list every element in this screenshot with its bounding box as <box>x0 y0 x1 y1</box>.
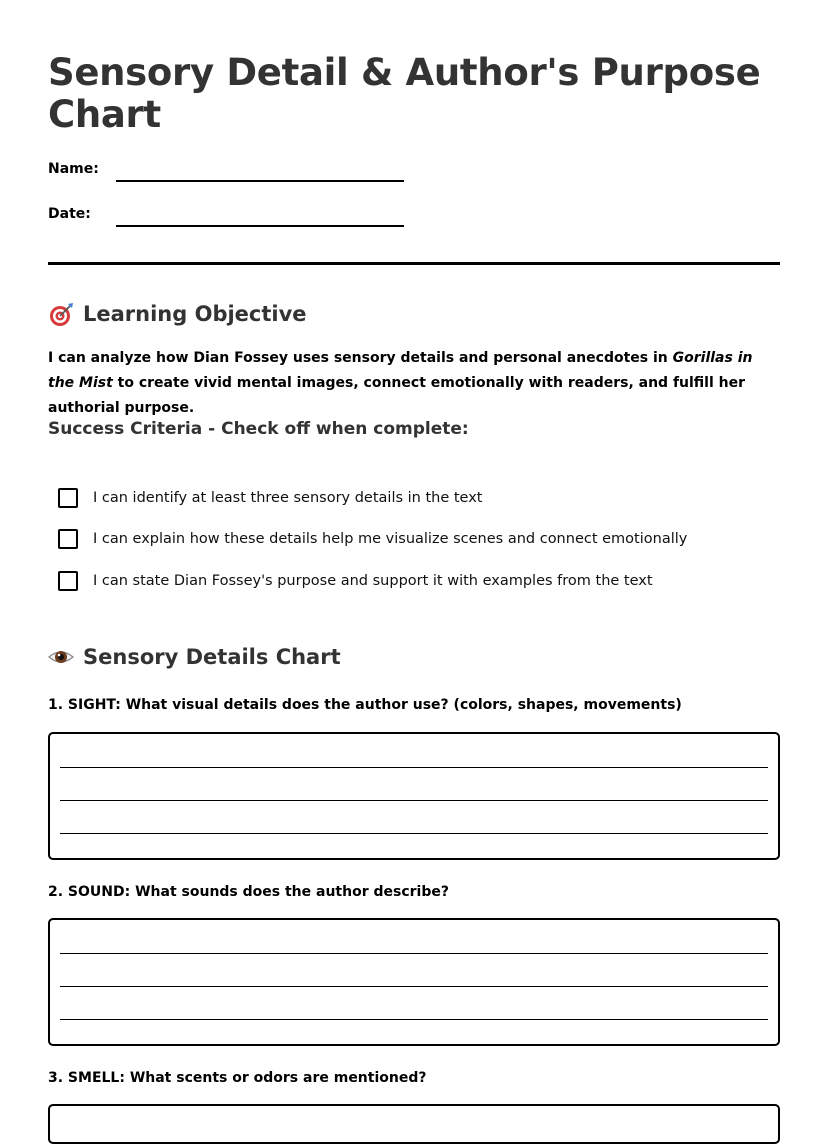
criteria-checkbox[interactable] <box>58 488 78 508</box>
date-label: Date: <box>48 206 91 222</box>
sensory-details-heading <box>48 644 341 670</box>
answer-line <box>60 986 768 987</box>
eye-icon <box>48 644 74 670</box>
book-title: Gorillas in the Mist <box>48 350 753 391</box>
answer-line <box>60 833 768 834</box>
sensory-details-title: Sensory Details Chart <box>83 645 341 669</box>
smell-question: 3. SMELL: What scents or odors are mentioned? <box>48 1070 427 1086</box>
answer-line <box>60 800 768 801</box>
target-icon <box>48 301 74 327</box>
date-field[interactable] <box>48 205 408 229</box>
objective-text-end: to create vivid mental images, connect emotionally with readers, and fulfill her authorial purpose. <box>48 375 746 416</box>
learning-objective-heading <box>48 301 307 327</box>
name-blank-line[interactable] <box>116 180 404 182</box>
answer-line <box>60 767 768 768</box>
sound-question: 2. SOUND: What sounds does the author describe? <box>48 884 449 900</box>
header-divider <box>48 262 780 265</box>
objective-text-start: I can analyze how Dian Fossey uses sensory details and personal anecdotes in <box>48 350 673 366</box>
smell-answer-box[interactable] <box>48 1104 780 1144</box>
sound-answer-box[interactable] <box>48 918 780 1046</box>
answer-line <box>60 953 768 954</box>
criteria-checkbox[interactable] <box>58 571 78 591</box>
name-field[interactable] <box>48 160 408 184</box>
criteria-item[interactable] <box>58 486 482 510</box>
answer-line <box>60 1019 768 1020</box>
criteria-label: I can identify at least three sensory details in the text <box>93 490 483 506</box>
criteria-item[interactable] <box>58 527 687 551</box>
sight-answer-box[interactable] <box>48 732 780 860</box>
name-label: Name: <box>48 161 99 177</box>
page-title: Sensory Detail & Author's Purpose Chart <box>48 51 761 136</box>
criteria-label: I can state Dian Fossey's purpose and support it with examples from the text <box>93 573 653 589</box>
date-blank-line[interactable] <box>116 225 404 227</box>
criteria-item[interactable] <box>58 569 653 593</box>
criteria-checkbox[interactable] <box>58 529 78 549</box>
learning-objective-title: Learning Objective <box>83 302 307 326</box>
success-criteria-heading: Success Criteria - Check off when complete: <box>48 419 469 439</box>
criteria-label: I can explain how these details help me visualize scenes and connect emotionally <box>93 531 688 547</box>
sight-question: 1. SIGHT: What visual details does the author use? (colors, shapes, movements) <box>48 697 682 713</box>
objective-statement <box>48 346 780 421</box>
